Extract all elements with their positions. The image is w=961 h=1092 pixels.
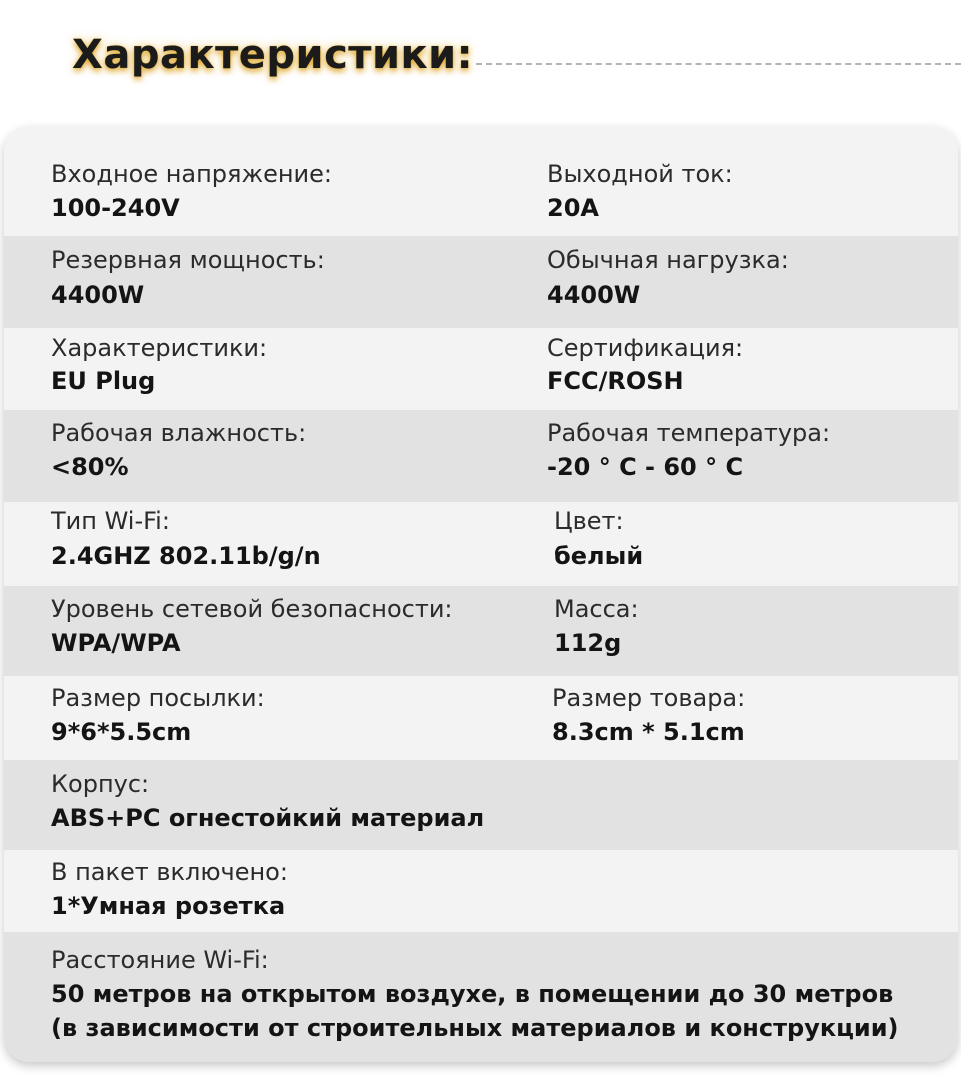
spec-row-reserve-power: [4, 236, 958, 328]
spec-value: 9*6*5.5cm: [51, 718, 192, 746]
spec-label: В пакет включено:: [51, 858, 288, 886]
spec-value: белый: [554, 542, 644, 570]
spec-value: 2.4GHZ 802.11b/g/n: [51, 542, 321, 570]
spec-label: Размер посылки:: [51, 684, 265, 712]
spec-row-package-contents: [4, 850, 958, 932]
spec-row-security: [4, 586, 958, 676]
spec-label: Характеристики:: [51, 334, 268, 362]
spec-value: EU Plug: [51, 367, 156, 395]
spec-value: WPA/WPA: [51, 629, 181, 657]
spec-label: Масса:: [554, 595, 639, 623]
spec-row-plug: [4, 328, 958, 410]
spec-value: 4400W: [547, 281, 641, 309]
spec-label: Уровень сетевой безопасности:: [51, 595, 453, 623]
spec-label: Обычная нагрузка:: [547, 246, 789, 274]
spec-label: Выходной ток:: [547, 160, 733, 188]
page-title: Характеристики:: [72, 32, 474, 78]
spec-label: Цвет:: [554, 507, 624, 535]
spec-row-input-voltage: [4, 126, 958, 236]
spec-row-wifi-range: [4, 932, 958, 1062]
spec-label: Резервная мощность:: [51, 246, 325, 274]
spec-label: Рабочая влажность:: [51, 419, 307, 447]
dotted-divider: [476, 63, 961, 65]
spec-value: ABS+PC огнестойкий материал: [51, 804, 485, 832]
spec-label: Корпус:: [51, 770, 150, 798]
spec-label: Сертификация:: [547, 334, 744, 362]
spec-value: 100-240V: [51, 194, 180, 222]
spec-value: 1*Умная розетка: [51, 892, 286, 920]
spec-value: <80%: [51, 453, 129, 481]
spec-value: -20 ° C - 60 ° C: [547, 453, 744, 481]
spec-value: FCC/ROSH: [547, 367, 684, 395]
spec-value: 4400W: [51, 281, 145, 309]
section-header: [0, 0, 961, 120]
spec-row-humidity: [4, 410, 958, 502]
spec-value: 8.3cm * 5.1cm: [552, 718, 745, 746]
spec-value: 50 метров на открытом воздухе, в помещении до 30 метров: [51, 980, 894, 1008]
spec-label: Размер товара:: [552, 684, 746, 712]
spec-row-housing: [4, 760, 958, 850]
spec-value-line-2: (в зависимости от строительных материалов и конструкции): [51, 1014, 899, 1042]
spec-value: 112g: [554, 629, 622, 657]
spec-value: 20A: [547, 194, 599, 222]
spec-label: Тип Wi-Fi:: [51, 507, 170, 535]
spec-row-package-size: [4, 676, 958, 760]
spec-label: Входное напряжение:: [51, 160, 333, 188]
specs-card: [4, 126, 958, 1062]
spec-label: Расстояние Wi-Fi:: [51, 946, 269, 974]
spec-label: Рабочая температура:: [547, 419, 831, 447]
spec-row-wifi-type: [4, 502, 958, 586]
